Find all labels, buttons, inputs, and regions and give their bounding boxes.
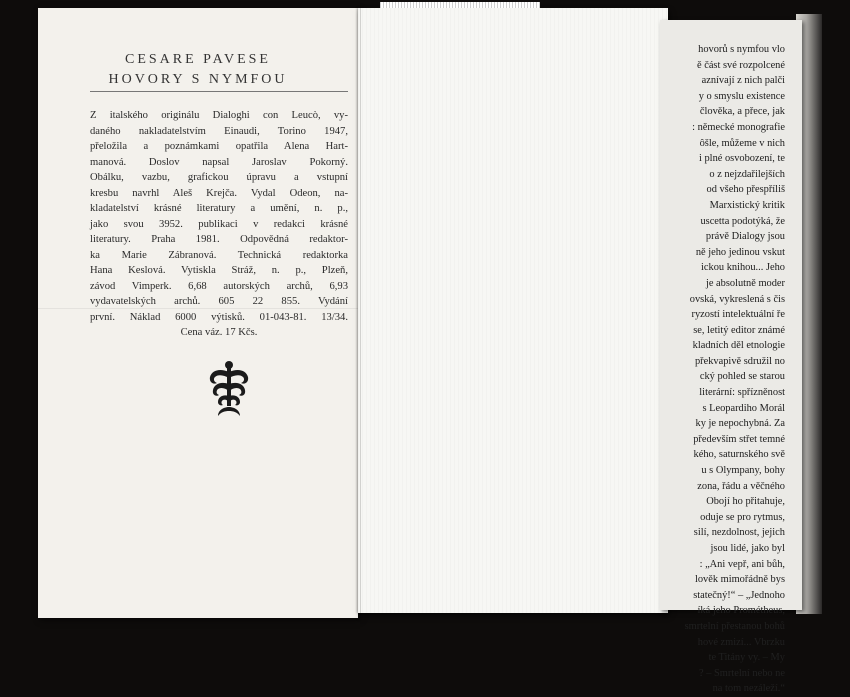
- flap-line: od všeho přespříliš: [706, 184, 785, 196]
- flap-line: cký pohled se starou: [699, 371, 785, 383]
- flap-line: ôšle, můžeme v nich: [699, 137, 785, 149]
- flap-line: je absolutně moder: [705, 277, 785, 289]
- author-name: CESARE PAVESE: [125, 52, 271, 67]
- flap-line: aznívají z nich palči: [701, 75, 785, 87]
- flap-line: ryzostí intelektuální ře: [691, 309, 785, 321]
- flap-line: zona, řádu a věčného: [697, 480, 785, 492]
- flap-line: lověk mimořádně bys: [694, 574, 785, 586]
- flap-line: te Titány vy. – My: [708, 652, 785, 664]
- flap-line: oduje se pro rytmus,: [700, 511, 785, 523]
- flap-line: y o smyslu existence: [698, 90, 785, 102]
- flap-line: literární: spřízněnost: [699, 387, 785, 399]
- price-line: Cena váz. 17 Kčs.: [180, 327, 258, 338]
- flap-line: především střet temné: [693, 433, 785, 445]
- imprint-line: kladatelství krásné literatury a umění, n. p.,: [90, 203, 348, 214]
- imprint-line: Hana Keslová. Vytiskla Stráž, n. p., Plzeň,: [90, 265, 348, 276]
- blank-flyleaf: [358, 8, 668, 613]
- title-rule: [90, 91, 348, 92]
- jacket-flap: [660, 20, 802, 695]
- book-title: HOVORY S NYMFOU: [108, 72, 288, 87]
- flap-line: Obojí ho přitahuje,: [706, 496, 785, 508]
- flyleaf-fold: [360, 8, 361, 613]
- flap-line: člověka, a přece, jak: [699, 106, 785, 118]
- imprint-line: literatury. Praha 1981. Odpovědná redaktor-: [90, 234, 348, 245]
- imprint-line: Z italského originálu Dialoghi con Leucò, vy-: [90, 110, 348, 121]
- flap-line: : německé monografie: [692, 121, 785, 133]
- imprint-line: vydavatelských archů. 605 22 855. Vydání: [90, 296, 348, 307]
- imprint-text: [90, 108, 348, 341]
- flap-line: překvapivě sdružil no: [694, 355, 785, 367]
- flap-line: hové zmizí... Vbrzku: [697, 636, 785, 648]
- flap-line: : „Ani vepř, ani bůh,: [699, 558, 785, 570]
- flap-line: kého, saturnského svě: [693, 449, 785, 461]
- flap-line: ? – Smrtelní nebo ne: [699, 667, 785, 679]
- flap-line: právě Dialogy jsou: [705, 231, 785, 243]
- imprint-line: ka Marie Zábranová. Technická redaktorka: [90, 249, 348, 261]
- flap-line: ně jeho jedinou vskut: [695, 246, 785, 258]
- flap-line: statečný!“ – „Jednoho: [693, 589, 785, 601]
- imprint-line: manová. Doslov napsal Jaroslav Pokorný.: [90, 156, 348, 168]
- flap-line: i plné osvobození, te: [699, 153, 785, 165]
- flap-line: Marxistický kritik: [709, 199, 785, 211]
- flap-text: [660, 42, 785, 697]
- imprint-line: první. Náklad 6000 výtisků. 01-043-81. 13/34.: [90, 311, 348, 323]
- flap-line: ě část své rozpolcené: [697, 59, 785, 71]
- flap-line: ickou knihou... Jeho: [701, 262, 785, 274]
- imprint-line: daného nakladatelstvím Einaudi, Torino 1947,: [90, 125, 348, 137]
- flap-line: kladních děl etnologie: [692, 340, 785, 352]
- imprint-line: kresbu navrhl Aleš Krejča. Vydal Odeon, na-: [90, 187, 348, 199]
- flap-line: u s Olympany, bohy: [701, 465, 785, 477]
- flap-line: uscetta podotýká, že: [700, 215, 785, 227]
- imprint-line: jako svou 3952. publikaci v redakci krásné: [90, 218, 348, 230]
- flap-line: o z nejzdařilejších: [709, 168, 785, 180]
- fleuron-ornament-icon: [204, 360, 254, 418]
- flap-line: íká jeho Prométheus,: [697, 605, 785, 617]
- imprint-line: přeložila a poznámkami opatřila Alena Hart-: [90, 141, 348, 152]
- colophon-page: [38, 8, 358, 618]
- flap-line: se, letitý editor známé: [693, 324, 785, 336]
- imprint-line: Obálku, vazbu, grafickou úpravu a vstupní: [90, 172, 348, 183]
- flap-line: smrtelní přestanou bohů: [684, 620, 785, 632]
- flap-line: na tom nezáleží.“: [712, 683, 785, 695]
- flap-line: silí, nezdolnost, jejich: [693, 527, 785, 539]
- flap-line: jsou lidé, jako byl: [710, 543, 785, 554]
- imprint-line: závod Vimperk. 6,68 autorských archů, 6,93: [90, 280, 348, 292]
- flap-line: s Leopardiho Morál: [702, 402, 785, 414]
- flap-line: hovorů s nymfou vlo: [698, 44, 785, 55]
- flap-line: ovská, vykreslená s čis: [689, 293, 785, 305]
- flap-line: ky je nepochybná. Za: [695, 418, 785, 430]
